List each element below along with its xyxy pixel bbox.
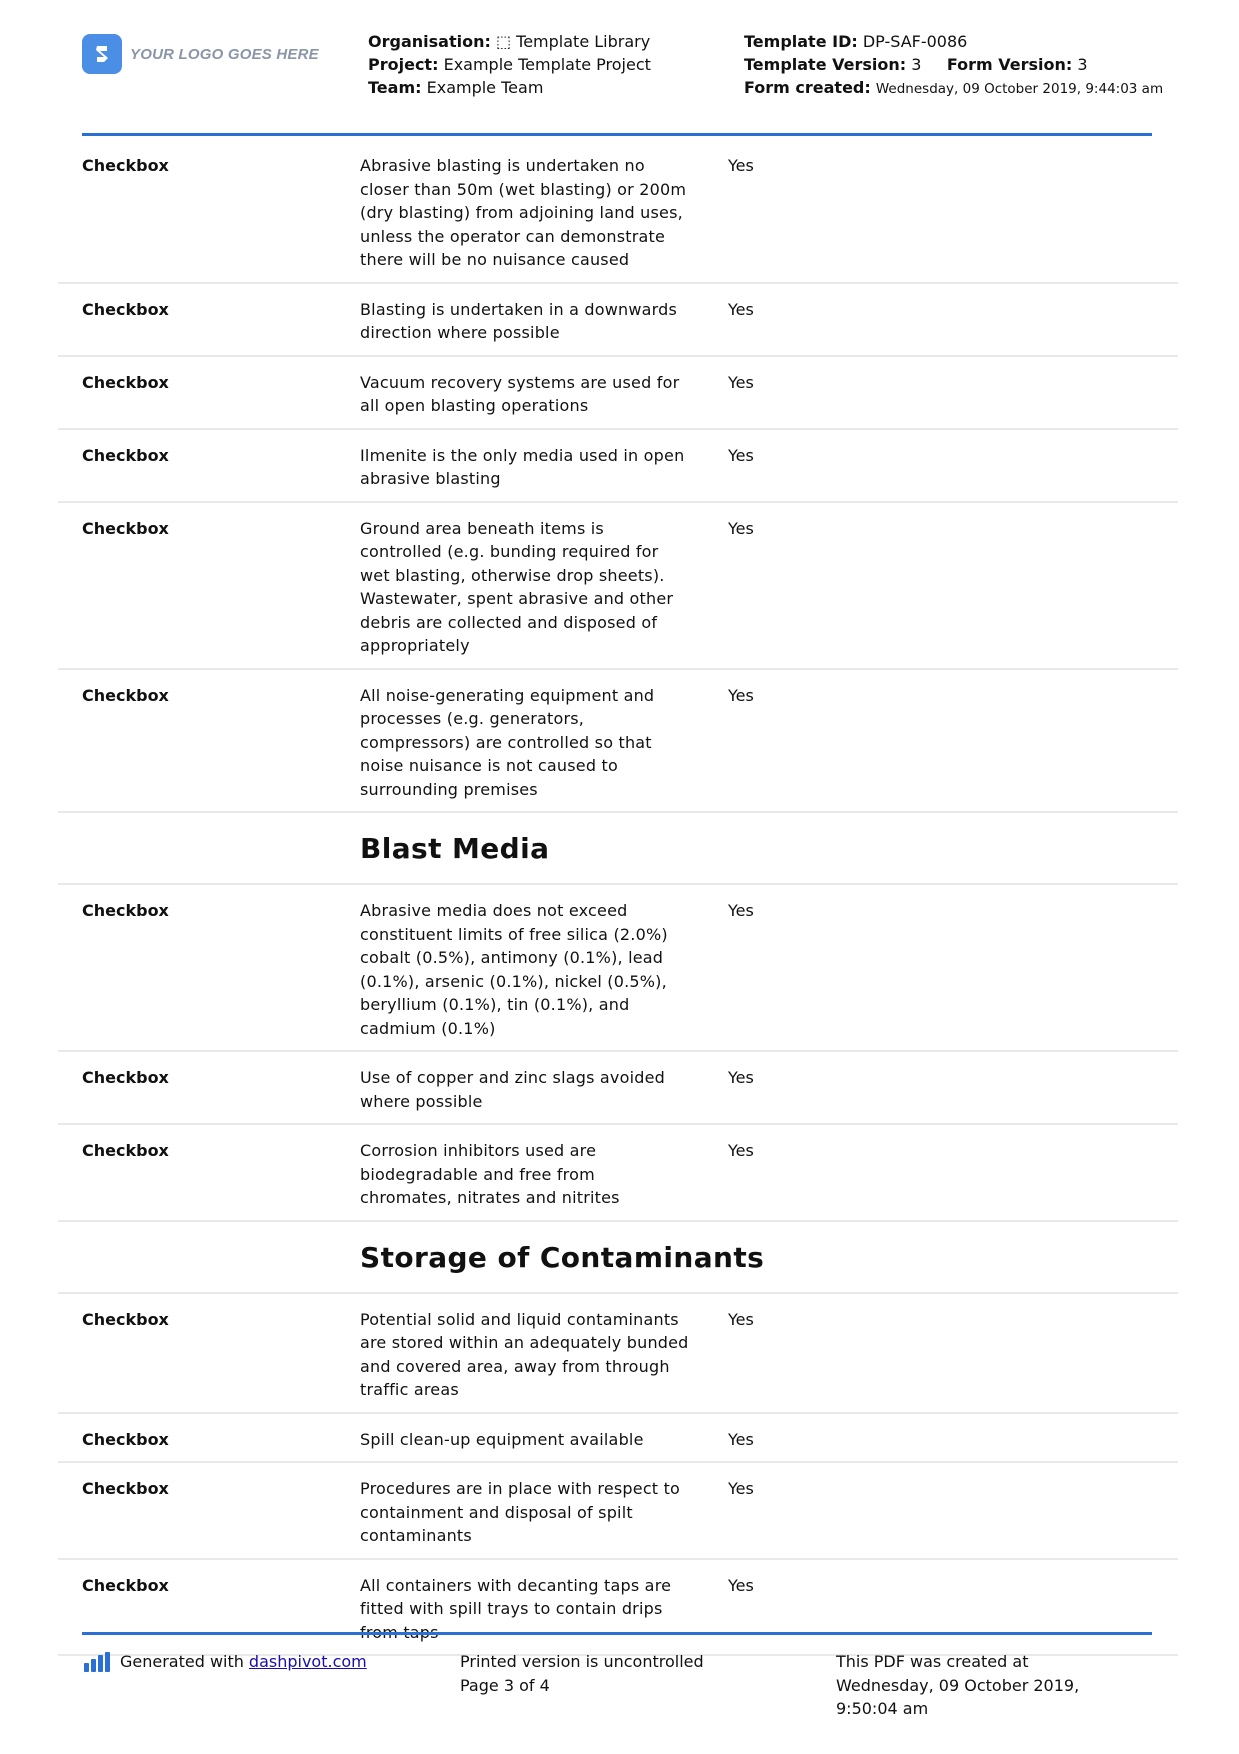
field-type-label: Checkbox xyxy=(82,518,169,538)
checklist-row xyxy=(58,503,1178,670)
header-template-info xyxy=(744,30,1164,101)
checklist-item-text: Corrosion inhibitors used are biodegradable and free from chromates, nitrates and nitrites xyxy=(360,1141,620,1207)
company-logo xyxy=(82,34,319,74)
checklist-item-value: Yes xyxy=(728,518,754,538)
checklist-row xyxy=(58,1560,1178,1657)
form-created-label: Form created: xyxy=(744,78,871,97)
footer-created-info xyxy=(836,1650,1156,1721)
checklist-row xyxy=(58,670,1178,814)
field-type-label: Checkbox xyxy=(82,1309,169,1329)
checklist-row xyxy=(58,430,1178,503)
checklist-item-value: Yes xyxy=(728,1141,754,1160)
header-divider xyxy=(82,133,1152,136)
section-title: Blast Media xyxy=(360,832,550,865)
checklist-item-text: All containers with decanting taps are fitted with spill trays to contain drips xyxy=(360,1575,672,1618)
organisation-value: ⬚ Template Library xyxy=(495,32,651,51)
uncontrolled-notice: Printed version is uncontrolled xyxy=(460,1652,704,1671)
section-title: Storage of Contaminants xyxy=(360,1240,765,1274)
form-version-label: Form Version: xyxy=(946,55,1073,74)
field-type-label: Checkbox xyxy=(82,1429,169,1449)
header-org-info xyxy=(368,30,651,99)
footer-control-info xyxy=(460,1650,704,1697)
footer-divider xyxy=(82,1632,1152,1635)
organisation-label: Organisation: xyxy=(368,32,491,51)
field-type-label: Checkbox xyxy=(82,445,169,465)
checklist-item-text: Ground area beneath items is controlled (e.g. bunding required for wet blasting, otherwise drop sheets). Wastewater, spent abrasive and other debris are collected and disposed of appropriately xyxy=(360,518,674,655)
created-line-3: 9:50:04 am xyxy=(836,1699,929,1718)
template-id-value: DP-SAF-0086 xyxy=(862,32,968,51)
field-type-label: Checkbox xyxy=(82,1068,169,1087)
checklist-item-text: Vacuum recovery systems are used for all open blasting operations xyxy=(360,372,680,415)
logo-text: YOUR LOGO GOES HERE xyxy=(130,45,319,63)
field-type-label: Checkbox xyxy=(82,901,169,920)
checklist-row xyxy=(58,1052,1178,1125)
checklist-item-text: Procedures are in place with respect to containment and disposal of spilt contaminants xyxy=(360,1479,681,1545)
logo-mark-icon xyxy=(82,34,122,74)
checklist-item-value: Yes xyxy=(728,1479,754,1498)
team-value: Example Team xyxy=(426,78,544,97)
field-type-label: Checkbox xyxy=(82,685,169,705)
project-value: Example Template Project xyxy=(443,55,651,74)
checklist-item-value: Yes xyxy=(728,1309,754,1329)
field-type-label: Checkbox xyxy=(82,1141,169,1160)
checklist-item-value: Yes xyxy=(728,445,754,465)
checklist-row xyxy=(58,140,1178,284)
checklist-row xyxy=(58,357,1178,430)
checklist-item-value: Yes xyxy=(728,685,754,705)
field-type-label: Checkbox xyxy=(82,299,169,319)
checklist-row xyxy=(58,1125,1178,1222)
page-header xyxy=(0,0,1239,140)
project-label: Project: xyxy=(368,55,439,74)
created-line-2: Wednesday, 09 October 2019, xyxy=(836,1675,1080,1695)
checklist-item-text: Blasting is undertaken in a downwards direction where possible xyxy=(360,299,678,342)
checklist-item-text: Abrasive media does not exceed constituent limits of free silica (2.0%) cobalt (0.5%), antimony (0.1%), lead (0.1%), arsenic (0.1%), nickel (0.5%), beryllium (0.1%), tin (0.1%), and cadmium (0.1%) xyxy=(360,901,668,1038)
field-type-label: Checkbox xyxy=(82,372,169,392)
checklist-row xyxy=(58,1463,1178,1560)
checklist-row xyxy=(58,885,1178,1052)
checklist-item-value: Yes xyxy=(728,1429,754,1449)
page-number: Page 3 of 4 xyxy=(460,1675,550,1695)
field-type-label: Checkbox xyxy=(82,156,169,175)
dashpivot-link[interactable]: dashpivot.com xyxy=(248,1652,367,1671)
checklist-item-text: All noise-generating equipment and processes (e.g. generators, compressors) are controlled so that noise nuisance is not caused to surrounding premises xyxy=(360,685,655,799)
section-general-rows xyxy=(58,140,1178,813)
checklist-row xyxy=(58,1294,1178,1414)
template-version-label: Template Version: xyxy=(744,55,907,74)
checklist-item-value: Yes xyxy=(728,901,754,920)
section-storage-rows xyxy=(58,1294,1178,1657)
checklist-content xyxy=(58,140,1178,1656)
checklist-row xyxy=(58,284,1178,357)
checklist-item-value: Yes xyxy=(728,1575,754,1595)
section-blast-media-rows xyxy=(58,885,1178,1222)
dashpivot-logo-icon xyxy=(84,1652,112,1672)
field-type-label: Checkbox xyxy=(82,1575,169,1595)
created-line-1: This PDF was created at xyxy=(836,1652,1029,1671)
field-type-label: Checkbox xyxy=(82,1479,169,1498)
section-heading-storage xyxy=(58,1222,1178,1294)
checklist-item-text: Spill clean-up equipment available xyxy=(360,1429,644,1449)
checklist-item-text: Abrasive blasting is undertaken no closer than 50m (wet blasting) or 200m (dry blasting) from adjoining land uses, unless the operator can demonstrate there will be no nuisance caused xyxy=(360,156,687,269)
form-version-value: 3 xyxy=(1077,55,1088,74)
checklist-row xyxy=(58,1414,1178,1464)
checklist-item-text: Ilmenite is the only media used in open abrasive blasting xyxy=(360,445,685,488)
section-heading-blast-media xyxy=(58,813,1178,885)
checklist-item-value: Yes xyxy=(728,156,754,175)
checklist-item-value: Yes xyxy=(728,1068,754,1087)
checklist-item-text: Potential solid and liquid contaminants are stored within an adequately bunded and covered area, away from through traffic areas xyxy=(360,1309,689,1399)
template-id-label: Template ID: xyxy=(744,32,858,51)
form-created-value: Wednesday, 09 October 2019, 9:44:03 am xyxy=(875,81,1164,97)
team-label: Team: xyxy=(368,78,422,97)
template-version-value: 3 xyxy=(911,55,922,74)
generated-text: Generated with xyxy=(120,1652,244,1671)
checklist-item-text: Use of copper and zinc slags avoided where possible xyxy=(360,1068,665,1111)
checklist-item-value: Yes xyxy=(728,299,754,319)
footer-generated xyxy=(84,1650,367,1674)
checklist-item-value: Yes xyxy=(728,372,754,392)
